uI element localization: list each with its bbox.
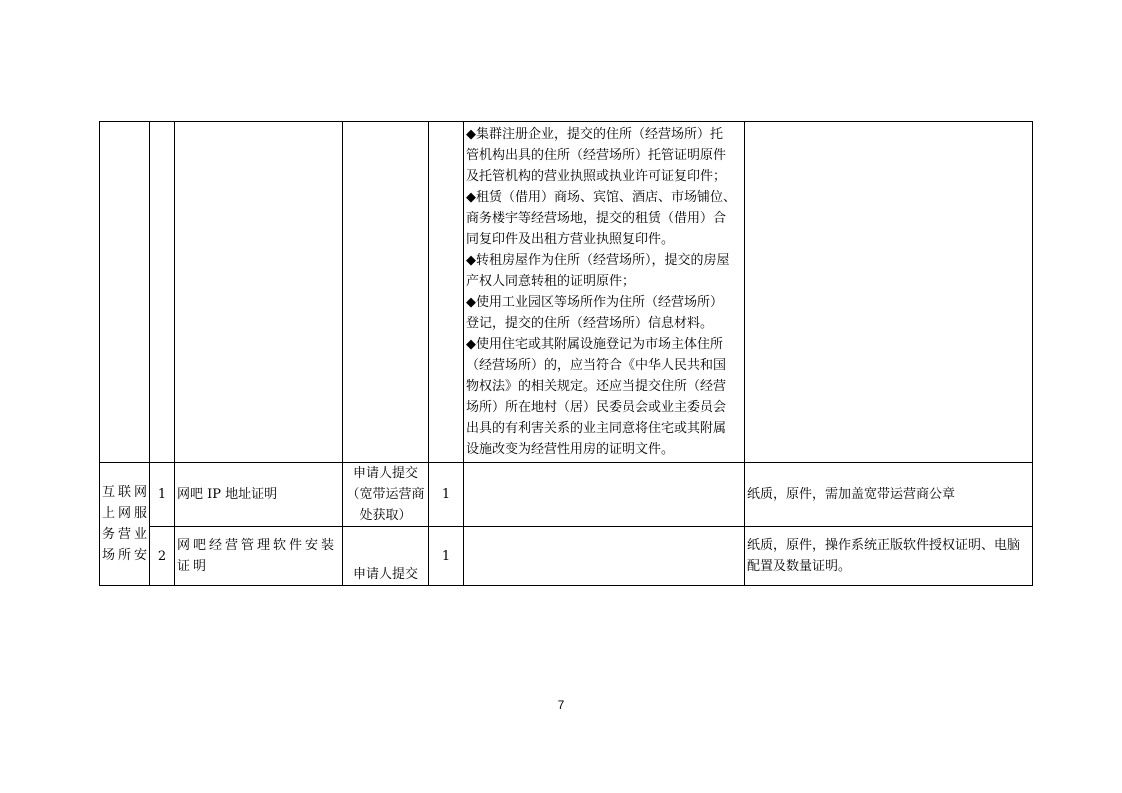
category-line: 上网服 — [102, 506, 151, 521]
number-cell: 2 — [150, 527, 175, 586]
source-line: 申请人提交 — [352, 567, 418, 582]
requirement-line: 登记，提交的住所（经营场所）信息材料。 — [466, 316, 714, 331]
material-cell: 网吧经营管理软件安装证明 — [175, 527, 343, 586]
source-line: 处获取） — [359, 508, 412, 523]
requirement-line: 场所）所在地村（居）民委员会或业主委员会 — [466, 400, 727, 415]
requirement-line: 设施改变为经营性用房的证明文件。 — [466, 442, 675, 457]
source-cell — [343, 463, 429, 527]
number-cell — [150, 122, 175, 463]
table-row-continuation — [100, 122, 1033, 463]
requirement-line: 管机构出具的住所（经营场所）托管证明原件 — [466, 148, 727, 163]
requirement-line: ◆集群注册企业，提交的住所（经营场所）托 — [466, 127, 723, 142]
source-line: （宽带运营商 — [346, 487, 425, 502]
copies-cell: 1 — [429, 463, 464, 527]
table-row — [100, 463, 1033, 527]
requirement-line: 产权人同意转租的证明原件； — [466, 274, 636, 289]
copies-cell: 1 — [429, 527, 464, 586]
remarks-cell — [745, 122, 1033, 463]
category-line: 互联网 — [102, 485, 151, 500]
table-row — [100, 527, 1033, 586]
requirement-cell — [464, 463, 745, 527]
source-cell — [343, 527, 429, 586]
requirement-line: ◆转租房屋作为住所（经营场所），提交的房屋 — [466, 253, 730, 268]
requirement-line: ◆使用工业园区等场所作为住所（经营场所） — [466, 295, 723, 310]
requirement-line: 商务楼宇等经营场地，提交的租赁（借用）合 — [466, 211, 727, 226]
remarks-cell: 纸质，原件，操作系统正版软件授权证明、电脑配置及数量证明。 — [745, 527, 1033, 586]
category-cell — [100, 122, 150, 463]
source-cell — [343, 122, 429, 463]
number-cell: 1 — [150, 463, 175, 527]
requirement-cell — [464, 527, 745, 586]
category-cell — [100, 463, 150, 586]
requirement-line: 物权法》的相关规定。还应当提交住所（经营 — [466, 379, 727, 394]
category-line: 场所安 — [102, 548, 151, 563]
category-line: 务营业 — [102, 527, 151, 542]
remarks-cell: 纸质，原件，需加盖宽带运营商公章 — [745, 463, 1033, 527]
material-cell: 网吧 IP 地址证明 — [175, 463, 343, 527]
requirement-line: ◆租赁（借用）商场、宾馆、酒店、市场铺位、 — [466, 190, 736, 205]
requirement-line: 同复印件及出租方营业执照复印件。 — [466, 232, 675, 247]
materials-table — [99, 121, 1033, 586]
requirement-line: 及托管机构的营业执照或执业许可证复印件； — [466, 169, 727, 184]
material-cell — [175, 122, 343, 463]
requirement-line: （经营场所）的，应当符合《中华人民共和国 — [466, 358, 727, 373]
page-number: 7 — [557, 698, 565, 712]
source-line: 申请人提交 — [352, 466, 418, 481]
copies-cell — [429, 122, 464, 463]
requirement-cell — [464, 122, 745, 463]
requirement-line: ◆使用住宅或其附属设施登记为市场主体住所 — [466, 337, 723, 352]
requirement-line: 出具的有利害关系的业主同意将住宅或其附属 — [466, 421, 727, 436]
